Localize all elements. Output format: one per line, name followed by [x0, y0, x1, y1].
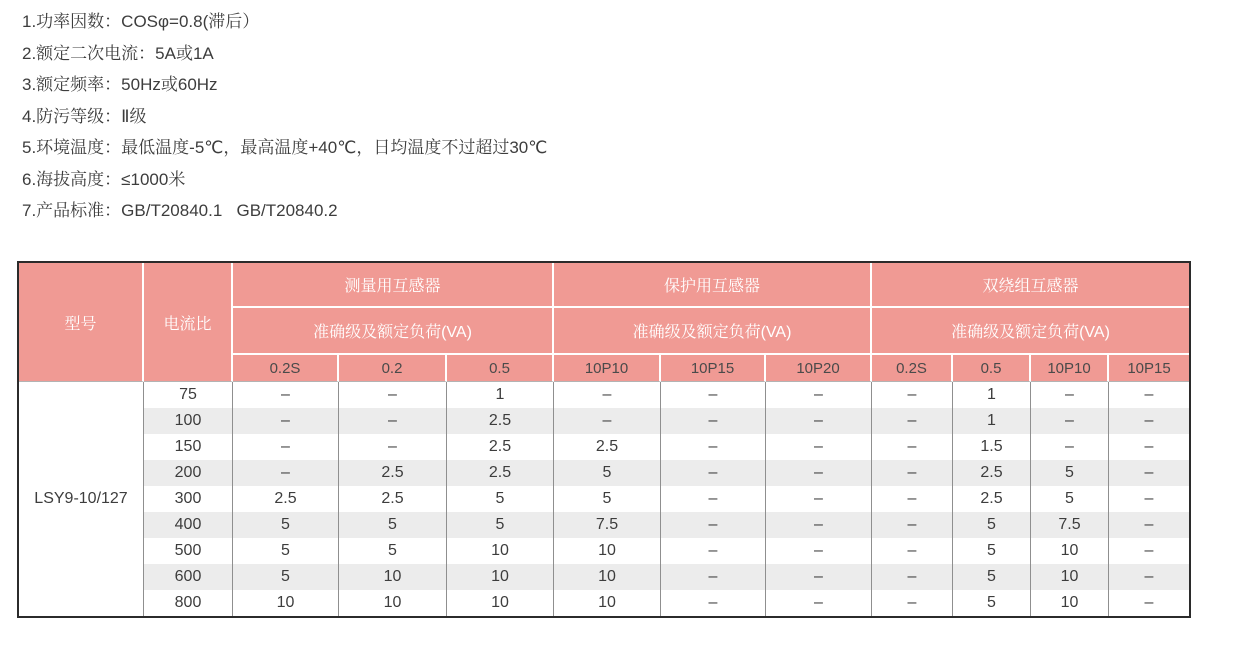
value-cell: 10 — [1031, 538, 1109, 564]
value-cell: – — [872, 590, 953, 616]
value-cell: – — [766, 538, 872, 564]
value-cell: – — [661, 564, 766, 590]
value-cell: – — [766, 486, 872, 512]
class-header-d-10p15: 10P15 — [1109, 355, 1189, 382]
value-cell: 5 — [953, 512, 1031, 538]
col-header-model: 型号 — [19, 263, 144, 382]
value-cell: – — [766, 512, 872, 538]
value-cell: – — [872, 538, 953, 564]
spec-list — [22, 6, 547, 227]
group-header-measuring: 测量用互感器 — [233, 263, 554, 308]
value-cell: – — [766, 434, 872, 460]
ratio-cell: 100 — [144, 408, 233, 434]
value-cell: – — [1109, 538, 1189, 564]
value-cell: 5 — [554, 460, 661, 486]
ratio-cell: 75 — [144, 382, 233, 408]
group-subheader-protection: 准确级及额定负荷(VA) — [554, 308, 872, 355]
table-grid — [19, 263, 1189, 616]
ratio-cell: 500 — [144, 538, 233, 564]
value-cell: 2.5 — [233, 486, 339, 512]
value-cell: – — [872, 512, 953, 538]
value-cell: 10 — [554, 538, 661, 564]
value-cell: – — [339, 382, 447, 408]
value-cell: – — [1109, 460, 1189, 486]
value-cell: 10 — [554, 590, 661, 616]
spec-line-secondary-current: 2.额定二次电流：5A或1A — [22, 43, 214, 63]
value-cell: 5 — [339, 512, 447, 538]
value-cell: – — [872, 486, 953, 512]
value-cell: 10 — [1031, 564, 1109, 590]
spec-line-rated-frequency: 3.额定频率：50Hz或60Hz — [22, 75, 218, 94]
value-cell: – — [1109, 382, 1189, 408]
value-cell: – — [661, 590, 766, 616]
value-cell: – — [1109, 590, 1189, 616]
value-cell: – — [872, 434, 953, 460]
value-cell: 2.5 — [554, 434, 661, 460]
value-cell: 5 — [233, 538, 339, 564]
value-cell: – — [872, 460, 953, 486]
value-cell: 5 — [953, 564, 1031, 590]
col-header-current-ratio: 电流比 — [144, 263, 233, 382]
class-header-m-02s: 0.2S — [233, 355, 339, 382]
class-header-p-10p15: 10P15 — [661, 355, 766, 382]
ratio-cell: 150 — [144, 434, 233, 460]
class-header-d-10p10: 10P10 — [1031, 355, 1109, 382]
value-cell: 2.5 — [339, 486, 447, 512]
value-cell: 5 — [233, 564, 339, 590]
value-cell: 5 — [953, 590, 1031, 616]
value-cell: – — [233, 408, 339, 434]
value-cell: 5 — [339, 538, 447, 564]
value-cell: – — [233, 434, 339, 460]
value-cell: – — [233, 382, 339, 408]
ratio-cell: 600 — [144, 564, 233, 590]
spec-table — [17, 261, 1191, 618]
value-cell: 10 — [447, 538, 554, 564]
value-cell: – — [1109, 486, 1189, 512]
class-header-p-10p20: 10P20 — [766, 355, 872, 382]
value-cell: 2.5 — [447, 408, 554, 434]
value-cell: – — [766, 564, 872, 590]
value-cell: 10 — [339, 590, 447, 616]
value-cell: 1 — [447, 382, 554, 408]
group-header-protection: 保护用互感器 — [554, 263, 872, 308]
value-cell: 10 — [1031, 590, 1109, 616]
value-cell: – — [661, 408, 766, 434]
ratio-cell: 200 — [144, 460, 233, 486]
value-cell: – — [339, 408, 447, 434]
value-cell: – — [661, 538, 766, 564]
value-cell: – — [554, 408, 661, 434]
value-cell: – — [1031, 434, 1109, 460]
value-cell: – — [339, 434, 447, 460]
value-cell: 5 — [953, 538, 1031, 564]
value-cell: – — [661, 434, 766, 460]
group-subheader-dual-winding: 准确级及额定负荷(VA) — [872, 308, 1189, 355]
value-cell: 2.5 — [447, 460, 554, 486]
value-cell: – — [1031, 408, 1109, 434]
class-header-m-02: 0.2 — [339, 355, 447, 382]
value-cell: 2.5 — [339, 460, 447, 486]
value-cell: 7.5 — [1031, 512, 1109, 538]
spec-line-pollution-class: 4.防污等级：Ⅱ级 — [22, 106, 147, 126]
group-header-dual-winding: 双绕组互感器 — [872, 263, 1189, 308]
value-cell: – — [766, 590, 872, 616]
ratio-cell: 800 — [144, 590, 233, 616]
value-cell: – — [661, 486, 766, 512]
value-cell: – — [766, 408, 872, 434]
value-cell: 2.5 — [953, 460, 1031, 486]
value-cell: 5 — [554, 486, 661, 512]
value-cell: 7.5 — [554, 512, 661, 538]
value-cell: 10 — [447, 590, 554, 616]
class-header-d-05: 0.5 — [953, 355, 1031, 382]
value-cell: 1 — [953, 382, 1031, 408]
class-header-p-10p10: 10P10 — [554, 355, 661, 382]
group-subheader-measuring: 准确级及额定负荷(VA) — [233, 308, 554, 355]
spec-line-power-factor: 1.功率因数：COSφ=0.8(滞后） — [22, 12, 260, 31]
value-cell: 10 — [447, 564, 554, 590]
ratio-cell: 300 — [144, 486, 233, 512]
value-cell: – — [872, 408, 953, 434]
value-cell: – — [661, 460, 766, 486]
value-cell: 10 — [339, 564, 447, 590]
spec-line-product-standard: 7.产品标准：GB/T20840.1 GB/T20840.2 — [22, 201, 338, 220]
value-cell: 10 — [554, 564, 661, 590]
spec-line-altitude: 6.海拔高度：≤1000米 — [22, 169, 186, 189]
value-cell: 5 — [1031, 486, 1109, 512]
value-cell: – — [661, 512, 766, 538]
value-cell: 10 — [233, 590, 339, 616]
value-cell: 5 — [447, 512, 554, 538]
value-cell: 1 — [953, 408, 1031, 434]
value-cell: – — [554, 382, 661, 408]
value-cell: – — [1109, 512, 1189, 538]
value-cell: – — [661, 382, 766, 408]
value-cell: – — [766, 460, 872, 486]
value-cell: – — [1109, 408, 1189, 434]
value-cell: – — [872, 564, 953, 590]
value-cell: 5 — [447, 486, 554, 512]
model-cell: LSY9-10/127 — [19, 382, 144, 616]
value-cell: – — [1031, 382, 1109, 408]
ratio-cell: 400 — [144, 512, 233, 538]
value-cell: 2.5 — [953, 486, 1031, 512]
value-cell: – — [766, 382, 872, 408]
value-cell: 5 — [233, 512, 339, 538]
value-cell: – — [1109, 564, 1189, 590]
value-cell: 1.5 — [953, 434, 1031, 460]
spec-line-ambient-temperature: 5.环境温度：最低温度-5℃，最高温度+40℃，日均温度不过超过30℃ — [22, 138, 548, 157]
value-cell: – — [1109, 434, 1189, 460]
value-cell: 5 — [1031, 460, 1109, 486]
value-cell: – — [872, 382, 953, 408]
value-cell: 2.5 — [447, 434, 554, 460]
class-header-m-05: 0.5 — [447, 355, 554, 382]
class-header-d-02s: 0.2S — [872, 355, 953, 382]
value-cell: – — [233, 460, 339, 486]
